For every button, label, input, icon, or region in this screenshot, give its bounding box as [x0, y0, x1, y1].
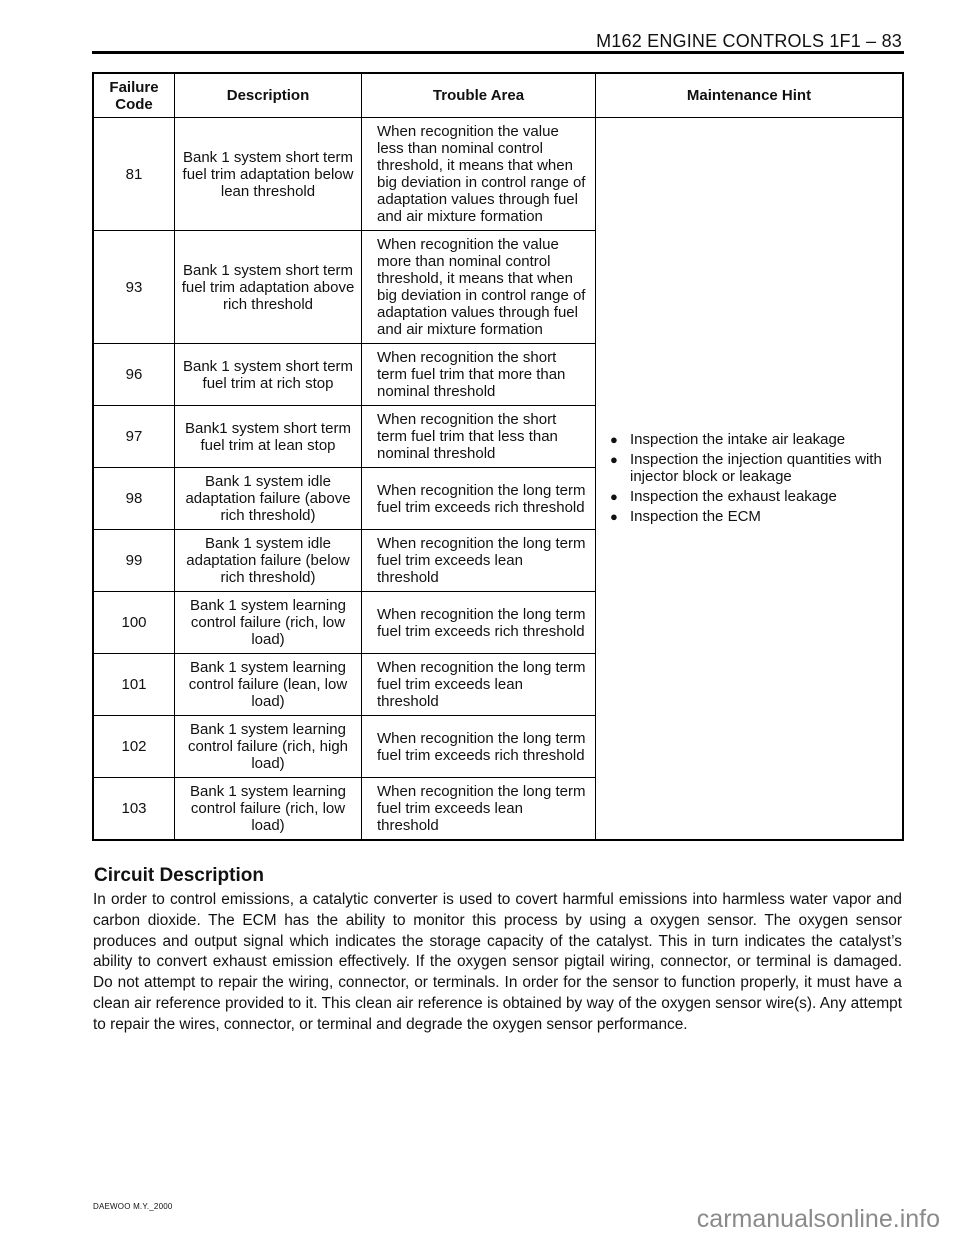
failure-code: 102 — [93, 716, 175, 778]
trouble-area: When recognition the value more than nominal control threshold, it means that when big deviation in control range of adaptation values through fuel and air mixture formation — [362, 231, 596, 344]
trouble-area: When recognition the short term fuel trim that less than nominal threshold — [362, 406, 596, 468]
failure-code: 100 — [93, 592, 175, 654]
maintenance-hint-list — [610, 431, 894, 525]
column-header-description: Description — [175, 73, 362, 118]
bullet-icon: ● — [610, 509, 618, 525]
maintenance-hint-text: Inspection the exhaust leakage — [630, 488, 837, 506]
page-title: M162 ENGINE CONTROLS 1F1 – 83 — [596, 31, 902, 51]
footer-label: DAEWOO M.Y._2000 — [93, 1202, 173, 1211]
failure-code: 103 — [93, 778, 175, 840]
failure-code: 93 — [93, 231, 175, 344]
failure-code: 99 — [93, 530, 175, 592]
maintenance-hint-item — [610, 451, 894, 485]
trouble-area: When recognition the long term fuel trim exceeds rich threshold — [362, 592, 596, 654]
column-header-trouble-area: Trouble Area — [362, 73, 596, 118]
table-header-row — [93, 73, 903, 118]
description: Bank 1 system short term fuel trim at rich stop — [175, 344, 362, 406]
section-body: In order to control emissions, a catalytic converter is used to covert harmful emissions into harmless water vapor and carbon dioxide. The ECM has the ability to monitor this process by using a oxygen sensor. The oxygen sensor produces and output signal which indicates the storage capacity of the catalyst. This in turn indicates the catalyst’s ability to convert exhaust emission effectively. If the oxygen sensor pigtail wiring, connector, or terminal is damaged. Do not attempt to repair the wiring, connector, or terminals. In order for the sensor to function properly, it must have a clean air reference provided to it. This clean air reference is obtained by way of the oxygen sensor wire(s). Any attempt to repair the wires, connector, or terminal and degrade the oxygen sensor performance. — [93, 891, 902, 1033]
trouble-area: When recognition the long term fuel trim exceeds rich threshold — [362, 468, 596, 530]
failure-code: 101 — [93, 654, 175, 716]
description: Bank1 system short term fuel trim at lean stop — [175, 406, 362, 468]
description: Bank 1 system learning control failure (lean, low load) — [175, 654, 362, 716]
trouble-area: When recognition the value less than nominal control threshold, it means that when big deviation in control range of adaptation values through fuel and air mixture formation — [362, 118, 596, 231]
maintenance-hint-text: Inspection the ECM — [630, 508, 761, 526]
bullet-icon: ● — [610, 489, 618, 505]
header-rule — [92, 51, 904, 54]
maintenance-hint-item — [610, 488, 894, 505]
maintenance-hint-item — [610, 431, 894, 448]
maintenance-hint-cell — [596, 118, 904, 840]
maintenance-hint-text: Inspection the injection quantities with injector block or leakage — [630, 451, 882, 486]
failure-code: 98 — [93, 468, 175, 530]
failure-code: 81 — [93, 118, 175, 231]
watermark: carmanualsonline.info — [696, 1205, 940, 1233]
bullet-icon: ● — [610, 452, 618, 468]
column-header-failure-code: Failure Code — [93, 73, 175, 118]
bullet-icon: ● — [610, 432, 618, 448]
description: Bank 1 system idle adaptation failure (above rich threshold) — [175, 468, 362, 530]
description: Bank 1 system learning control failure (rich, high load) — [175, 716, 362, 778]
failure-code: 96 — [93, 344, 175, 406]
table-row — [93, 118, 903, 231]
description: Bank 1 system idle adaptation failure (below rich threshold) — [175, 530, 362, 592]
column-header-maintenance-hint: Maintenance Hint — [596, 73, 904, 118]
trouble-area: When recognition the short term fuel trim that more than nominal threshold — [362, 344, 596, 406]
description: Bank 1 system learning control failure (rich, low load) — [175, 778, 362, 840]
trouble-area: When recognition the long term fuel trim exceeds lean threshold — [362, 530, 596, 592]
description: Bank 1 system short term fuel trim adaptation above rich threshold — [175, 231, 362, 344]
maintenance-hint-text: Inspection the intake air leakage — [630, 431, 846, 449]
description: Bank 1 system learning control failure (rich, low load) — [175, 592, 362, 654]
trouble-area: When recognition the long term fuel trim exceeds rich threshold — [362, 716, 596, 778]
description: Bank 1 system short term fuel trim adaptation below lean threshold — [175, 118, 362, 231]
failure-code: 97 — [93, 406, 175, 468]
section-title: Circuit Description — [94, 865, 264, 886]
failure-code-table — [92, 72, 904, 841]
trouble-area: When recognition the long term fuel trim exceeds lean threshold — [362, 654, 596, 716]
trouble-area: When recognition the long term fuel trim exceeds lean threshold — [362, 778, 596, 840]
maintenance-hint-item — [610, 508, 894, 525]
